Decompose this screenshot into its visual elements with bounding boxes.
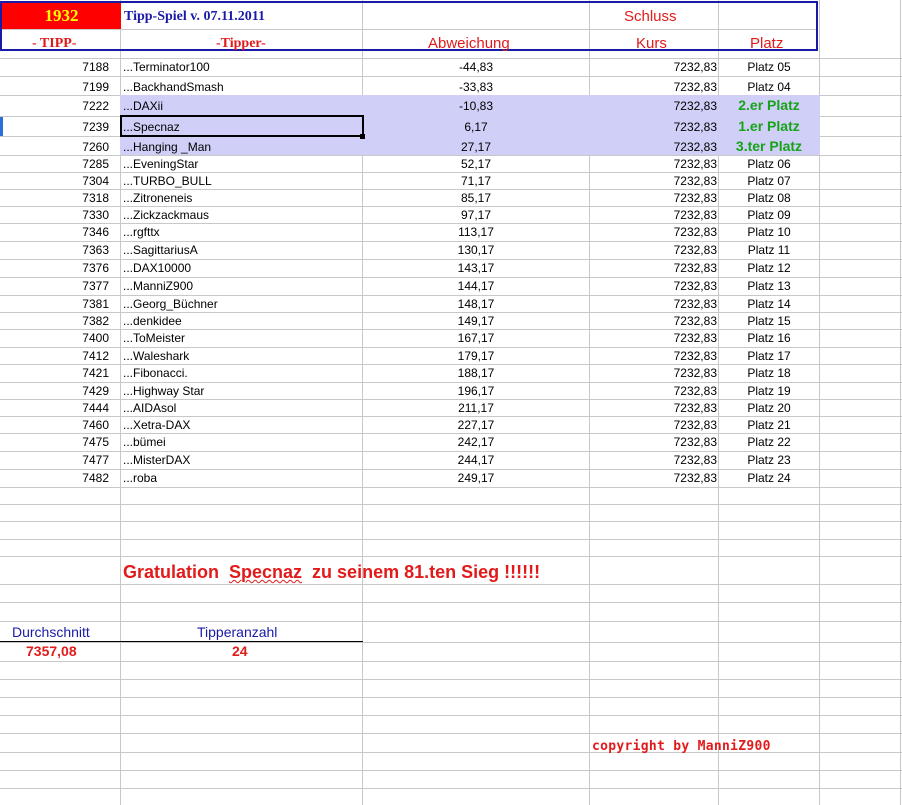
round-number-badge[interactable]: 1932 [2,3,121,29]
table-row[interactable] [0,383,820,399]
deviation-cell[interactable]: 242,17 [457,435,495,449]
table-row[interactable] [0,224,820,240]
table-row[interactable] [0,417,820,433]
congratulation-message[interactable] [123,562,540,583]
table-row[interactable] [0,330,820,346]
table-row[interactable] [0,452,820,468]
winner-name: Specnaz [229,562,303,582]
deviation-cell[interactable]: 97,17 [460,208,492,222]
tipp-cell[interactable]: 7381 [82,297,109,311]
table-row[interactable] [0,348,820,364]
closing-price-cell[interactable]: 7232,83 [673,471,717,485]
table-row[interactable] [0,242,820,258]
grid-line [0,679,902,680]
tipp-cell[interactable]: 7260 [82,140,109,154]
grid-line [0,556,902,557]
tipp-cell[interactable]: 7460 [82,418,109,432]
deviation-cell[interactable]: 249,17 [457,471,495,485]
rank-cell[interactable]: Platz 08 [747,191,791,205]
col-header-kurs[interactable]: Kurs [636,35,667,52]
grid-line [0,521,902,522]
rank-cell[interactable]: Platz 12 [747,261,791,275]
tipper-name-cell[interactable]: ...BackhandSmash [123,80,224,94]
table-row[interactable] [0,434,820,450]
tipper-count-label[interactable]: Tipperanzahl [197,624,278,640]
tipp-cell[interactable]: 7304 [82,174,109,188]
grid-line [0,76,902,77]
closing-price-cell[interactable]: 7232,83 [673,225,717,239]
rank-cell[interactable]: Platz 06 [747,157,791,171]
closing-price-cell[interactable]: 7232,83 [673,60,717,74]
tipp-cell[interactable]: 7376 [82,261,109,275]
tipper-name-cell[interactable]: ...ManniZ900 [123,279,194,293]
closing-price-cell[interactable]: 7232,83 [673,279,717,293]
tipp-cell[interactable]: 7346 [82,225,109,239]
deviation-cell[interactable]: -44,83 [458,60,494,74]
fill-handle[interactable] [360,134,365,139]
tipper-name-cell[interactable]: ...roba [123,471,158,485]
tipper-name-cell[interactable]: ...SagittariusA [123,243,198,257]
col-header-tipp[interactable]: - TIPP- [32,36,77,51]
grid-line [0,539,902,540]
grid-line [0,642,902,643]
active-row-indicator [0,117,3,136]
tipp-cell[interactable]: 7318 [82,191,109,205]
grid-line [0,788,902,789]
tipper-name-cell[interactable]: ...Terminator100 [123,60,210,74]
closing-price-cell[interactable]: 7232,83 [673,401,717,415]
closing-price-cell[interactable]: 7232,83 [673,331,717,345]
rank-cell[interactable]: Platz 11 [747,243,791,257]
sheet-title[interactable]: Tipp-Spiel v. 07.11.2011 [124,9,265,24]
active-cell-selection[interactable] [120,115,364,137]
tipper-name-cell[interactable]: ...Xetra-DAX [123,418,191,432]
rank-cell[interactable]: Platz 19 [747,384,791,398]
deviation-cell[interactable]: 143,17 [457,261,495,275]
tipper-name-cell[interactable]: ...Hanging _Man [123,140,212,154]
deviation-cell[interactable]: -33,83 [458,80,494,94]
closing-price-cell[interactable]: 7232,83 [673,157,717,171]
table-row[interactable] [0,260,820,276]
rank-cell[interactable]: Platz 13 [747,279,791,293]
col-header-platz[interactable]: Platz [750,35,784,52]
table-row[interactable] [0,79,820,95]
rank-cell[interactable]: Platz 15 [747,314,791,328]
congrats-suffix: zu seinem 81.ten Sieg !!!!!! [302,562,541,582]
closing-price-cell[interactable]: 7232,83 [673,418,717,432]
rank-cell[interactable]: 1.er Platz [738,118,800,134]
rank-cell[interactable]: Platz 04 [747,80,791,94]
rank-cell[interactable]: 2.er Platz [738,97,800,113]
grid-line [0,584,902,585]
summary-underline [0,641,363,642]
tipp-cell[interactable]: 7199 [82,80,109,94]
tipper-name-cell[interactable]: ...Highway Star [123,384,205,398]
rank-cell[interactable]: Platz 18 [747,366,791,380]
table-row[interactable] [0,313,820,329]
tipp-cell[interactable]: 7377 [82,279,109,293]
deviation-cell[interactable]: -10,83 [458,99,494,113]
closing-price-cell[interactable]: 7232,83 [673,261,717,275]
deviation-cell[interactable]: 149,17 [457,314,495,328]
rank-cell[interactable]: Platz 10 [747,225,791,239]
closing-price-cell[interactable]: 7232,83 [673,99,717,113]
rank-cell[interactable]: Platz 20 [747,401,791,415]
tipper-name-cell[interactable]: ...DAX10000 [123,261,192,275]
rank-cell[interactable]: Platz 23 [747,453,791,467]
table-row[interactable] [0,59,820,75]
grid-line [0,715,902,716]
rank-cell[interactable]: Platz 05 [747,60,791,74]
grid-line [0,733,902,734]
tipper-count-value[interactable]: 24 [232,643,248,659]
col-header-tipper[interactable]: -Tipper- [216,36,266,51]
closing-price-cell[interactable]: 7232,83 [673,174,717,188]
deviation-cell[interactable]: 144,17 [457,279,495,293]
deviation-cell[interactable]: 179,17 [457,349,495,363]
deviation-cell[interactable]: 130,17 [457,243,495,257]
tipper-name-cell[interactable]: ...AIDAsol [123,401,177,415]
tipp-cell[interactable]: 7444 [82,401,109,415]
tipper-name-cell[interactable]: ...Waleshark [123,349,190,363]
rank-cell[interactable]: Platz 17 [747,349,791,363]
closing-price-cell[interactable]: 7232,83 [673,191,717,205]
tipper-name-cell[interactable]: ...Fibonacci. [123,366,188,380]
tipper-name-cell[interactable]: ...bümei [123,435,166,449]
closing-price-cell[interactable]: 7232,83 [673,243,717,257]
tipper-name-cell[interactable]: ...ToMeister [123,331,186,345]
table-row[interactable] [0,400,820,416]
grid-line [0,621,902,622]
rank-cell[interactable]: Platz 09 [747,208,791,222]
tipper-name-cell[interactable]: ...MisterDAX [123,453,191,467]
tipp-cell[interactable]: 7475 [82,435,109,449]
tipp-cell[interactable]: 7400 [82,331,109,345]
tipper-name-cell[interactable]: ...TURBO_BULL [123,174,212,188]
closing-price-cell[interactable]: 7232,83 [673,349,717,363]
deviation-cell[interactable]: 167,17 [457,331,495,345]
deviation-cell[interactable]: 196,17 [457,384,495,398]
tipper-name-cell[interactable]: ...Zitroneneis [123,191,193,205]
deviation-cell[interactable]: 6,17 [464,120,488,134]
tipper-name-cell[interactable]: ...DAXii [123,99,164,113]
sheet-header [0,1,818,51]
table-row[interactable] [0,470,820,486]
tipp-cell[interactable]: 7330 [82,208,109,222]
closing-price-cell[interactable]: 7232,83 [673,435,717,449]
tipp-cell[interactable]: 7188 [82,60,109,74]
deviation-cell[interactable]: 71,17 [460,174,492,188]
grid-line [0,602,902,603]
tipp-cell[interactable]: 7482 [82,471,109,485]
table-row[interactable] [0,278,820,294]
rank-cell[interactable]: Platz 24 [747,471,791,485]
grid-line [0,770,902,771]
copyright-notice[interactable]: copyright by ManniZ900 [592,739,771,754]
grid-line [0,487,902,488]
closing-price-cell[interactable]: 7232,83 [673,208,717,222]
deviation-cell[interactable]: 244,17 [457,453,495,467]
tipp-cell[interactable]: 7285 [82,157,109,171]
tipp-cell[interactable]: 7382 [82,314,109,328]
deviation-cell[interactable]: 113,17 [458,225,494,239]
tipp-cell[interactable]: 7239 [82,120,109,134]
closing-price-cell[interactable]: 7232,83 [673,366,717,380]
tipper-name-cell[interactable]: ...Georg_Büchner [123,297,218,311]
rank-cell[interactable]: Platz 07 [747,174,791,188]
tipper-name-cell[interactable]: ...denkidee [123,314,182,328]
rank-cell[interactable]: Platz 21 [747,418,791,432]
tipp-cell[interactable]: 7363 [82,243,109,257]
table-row[interactable] [0,139,820,155]
table-row[interactable] [0,296,820,312]
deviation-cell[interactable]: 52,17 [460,157,492,171]
tipp-cell[interactable]: 7477 [82,453,109,467]
col-header-abweichung[interactable]: Abweichung [428,35,510,52]
closing-price-cell[interactable]: 7232,83 [673,140,717,154]
table-row[interactable] [0,156,820,172]
tipp-cell[interactable]: 7429 [82,384,109,398]
average-label[interactable]: Durchschnitt [12,624,90,640]
schluss-label[interactable]: Schluss [624,8,677,25]
rank-cell[interactable]: 3.ter Platz [735,138,803,154]
closing-price-cell[interactable]: 7232,83 [673,314,717,328]
average-value[interactable]: 7357,08 [26,643,77,659]
deviation-cell[interactable]: 188,17 [457,366,495,380]
deviation-cell[interactable]: 148,17 [457,297,495,311]
table-row[interactable] [0,365,820,381]
deviation-cell[interactable]: 227,17 [457,418,495,432]
tipp-cell[interactable]: 7222 [82,99,109,113]
table-row[interactable] [0,207,820,223]
tipper-name-cell[interactable]: ...Zickzackmaus [123,208,210,222]
closing-price-cell[interactable]: 7232,83 [673,120,717,134]
congrats-prefix: Gratulation [123,562,230,582]
table-row[interactable] [0,98,820,114]
tipper-name-cell[interactable]: ...EveningStar [123,157,199,171]
rank-cell[interactable]: Platz 22 [747,435,791,449]
closing-price-cell[interactable]: 7232,83 [673,297,717,311]
tipper-name-cell[interactable]: ...Specnaz [123,120,180,134]
deviation-cell[interactable]: 85,17 [460,191,492,205]
closing-price-cell[interactable]: 7232,83 [673,384,717,398]
tipp-cell[interactable]: 7412 [82,349,109,363]
table-row[interactable] [0,190,820,206]
rank-cell[interactable]: Platz 16 [747,331,791,345]
grid-line [0,697,902,698]
tipper-name-cell[interactable]: ...rgfttx [123,225,160,239]
deviation-cell[interactable]: 27,17 [460,140,492,154]
deviation-cell[interactable]: 211,17 [458,401,494,415]
grid-line [0,504,902,505]
closing-price-cell[interactable]: 7232,83 [673,453,717,467]
closing-price-cell[interactable]: 7232,83 [673,80,717,94]
grid-line [0,661,902,662]
tipp-cell[interactable]: 7421 [82,366,109,380]
table-row[interactable] [0,173,820,189]
rank-cell[interactable]: Platz 14 [747,297,791,311]
